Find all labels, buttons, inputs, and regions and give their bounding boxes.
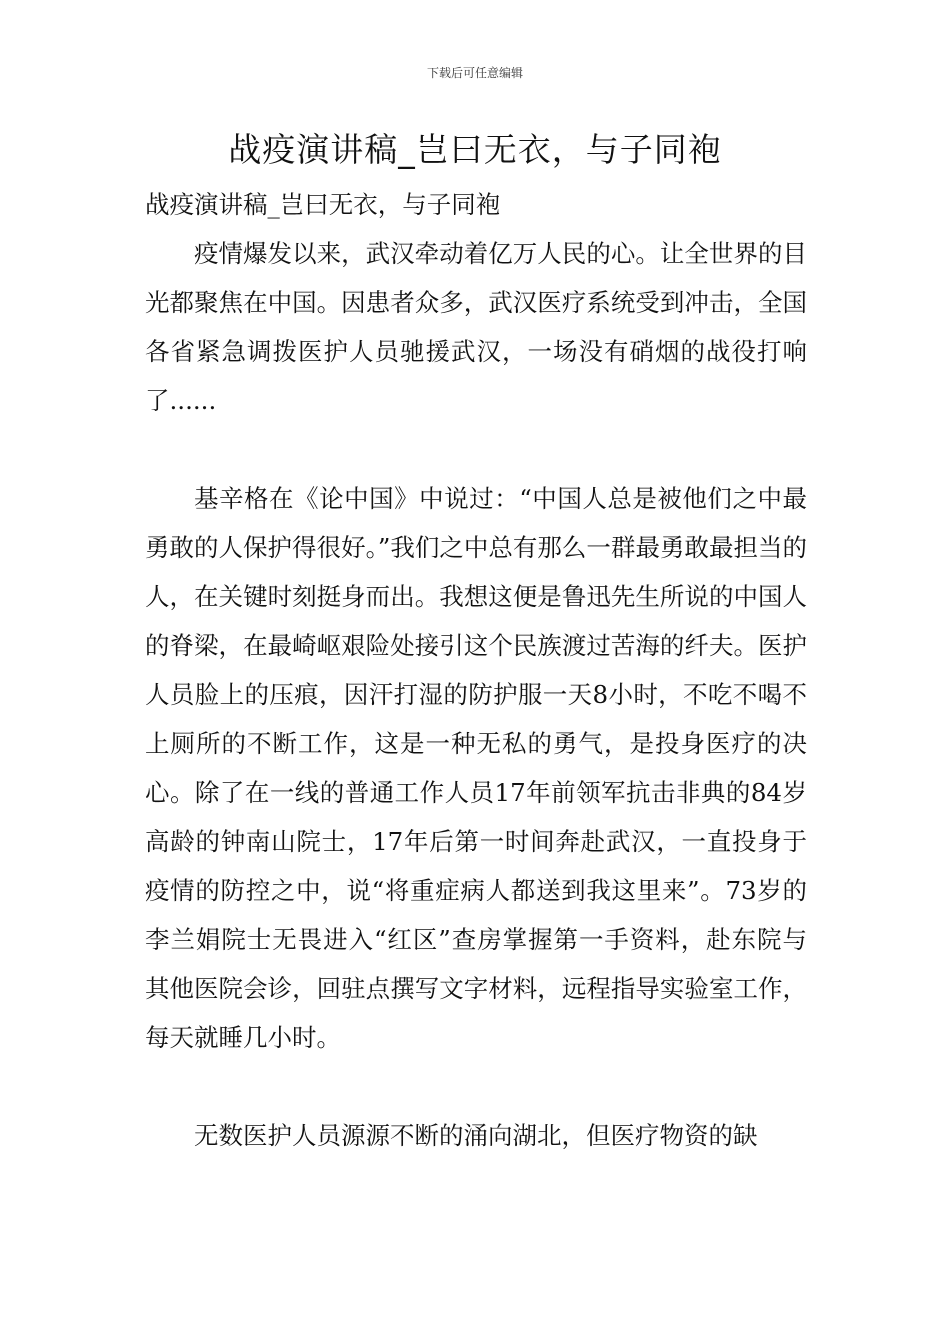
paragraph-2: 基辛格在《论中国》中说过：“中国人总是被他们之中最勇敢的人保护得很好。”我们之中总有那么一群最勇敢最担当的人，在关键时刻挺身而出。我想这便是鲁迅先生所说的中国人的脊梁，在最崎岖艰险处接引这个民族渡过苦海的纤夫。医护人员脸上的压痕，因汗打湿的防护服一天8小时，不吃不喝不上厕所的不断工作，这是一种无私的勇气，是投身医疗的决心。除了在一线的普通工作人员17年前领军抗击非典的84岁高龄的钟南山院士，17年后第一时间奔赴武汉，一直投身于疫情的防控之中，说“将重症病人都送到我这里来”。73岁的李兰娟院士无畏进入“红区”查房掌握第一手资料，赴东院与其他医院会诊，回驻点撰写文字材料，远程指导实验室工作，每天就睡几小时。: [145, 484, 807, 1052]
paragraph-spacer: [145, 1062, 807, 1111]
document-body: [145, 180, 807, 1160]
page-header-note: 下载后可任意编辑: [426, 66, 523, 80]
paragraph-1: 疫情爆发以来，武汉牵动着亿万人民的心。让全世界的目光都聚焦在中国。因患者众多，武汉医疗系统受到冲击，全国各省紧急调拨医护人员驰援武汉，一场没有硝烟的战役打响了......: [145, 239, 807, 415]
document-title: 战疫演讲稿_岂曰无衣，与子同袍: [228, 130, 722, 169]
paragraph-spacer: [145, 425, 807, 474]
paragraph-3: 无数医护人员源源不断的涌向湖北，但医疗物资的缺: [194, 1121, 758, 1150]
document-subtitle: 战疫演讲稿_岂曰无衣，与子同袍: [145, 190, 501, 219]
